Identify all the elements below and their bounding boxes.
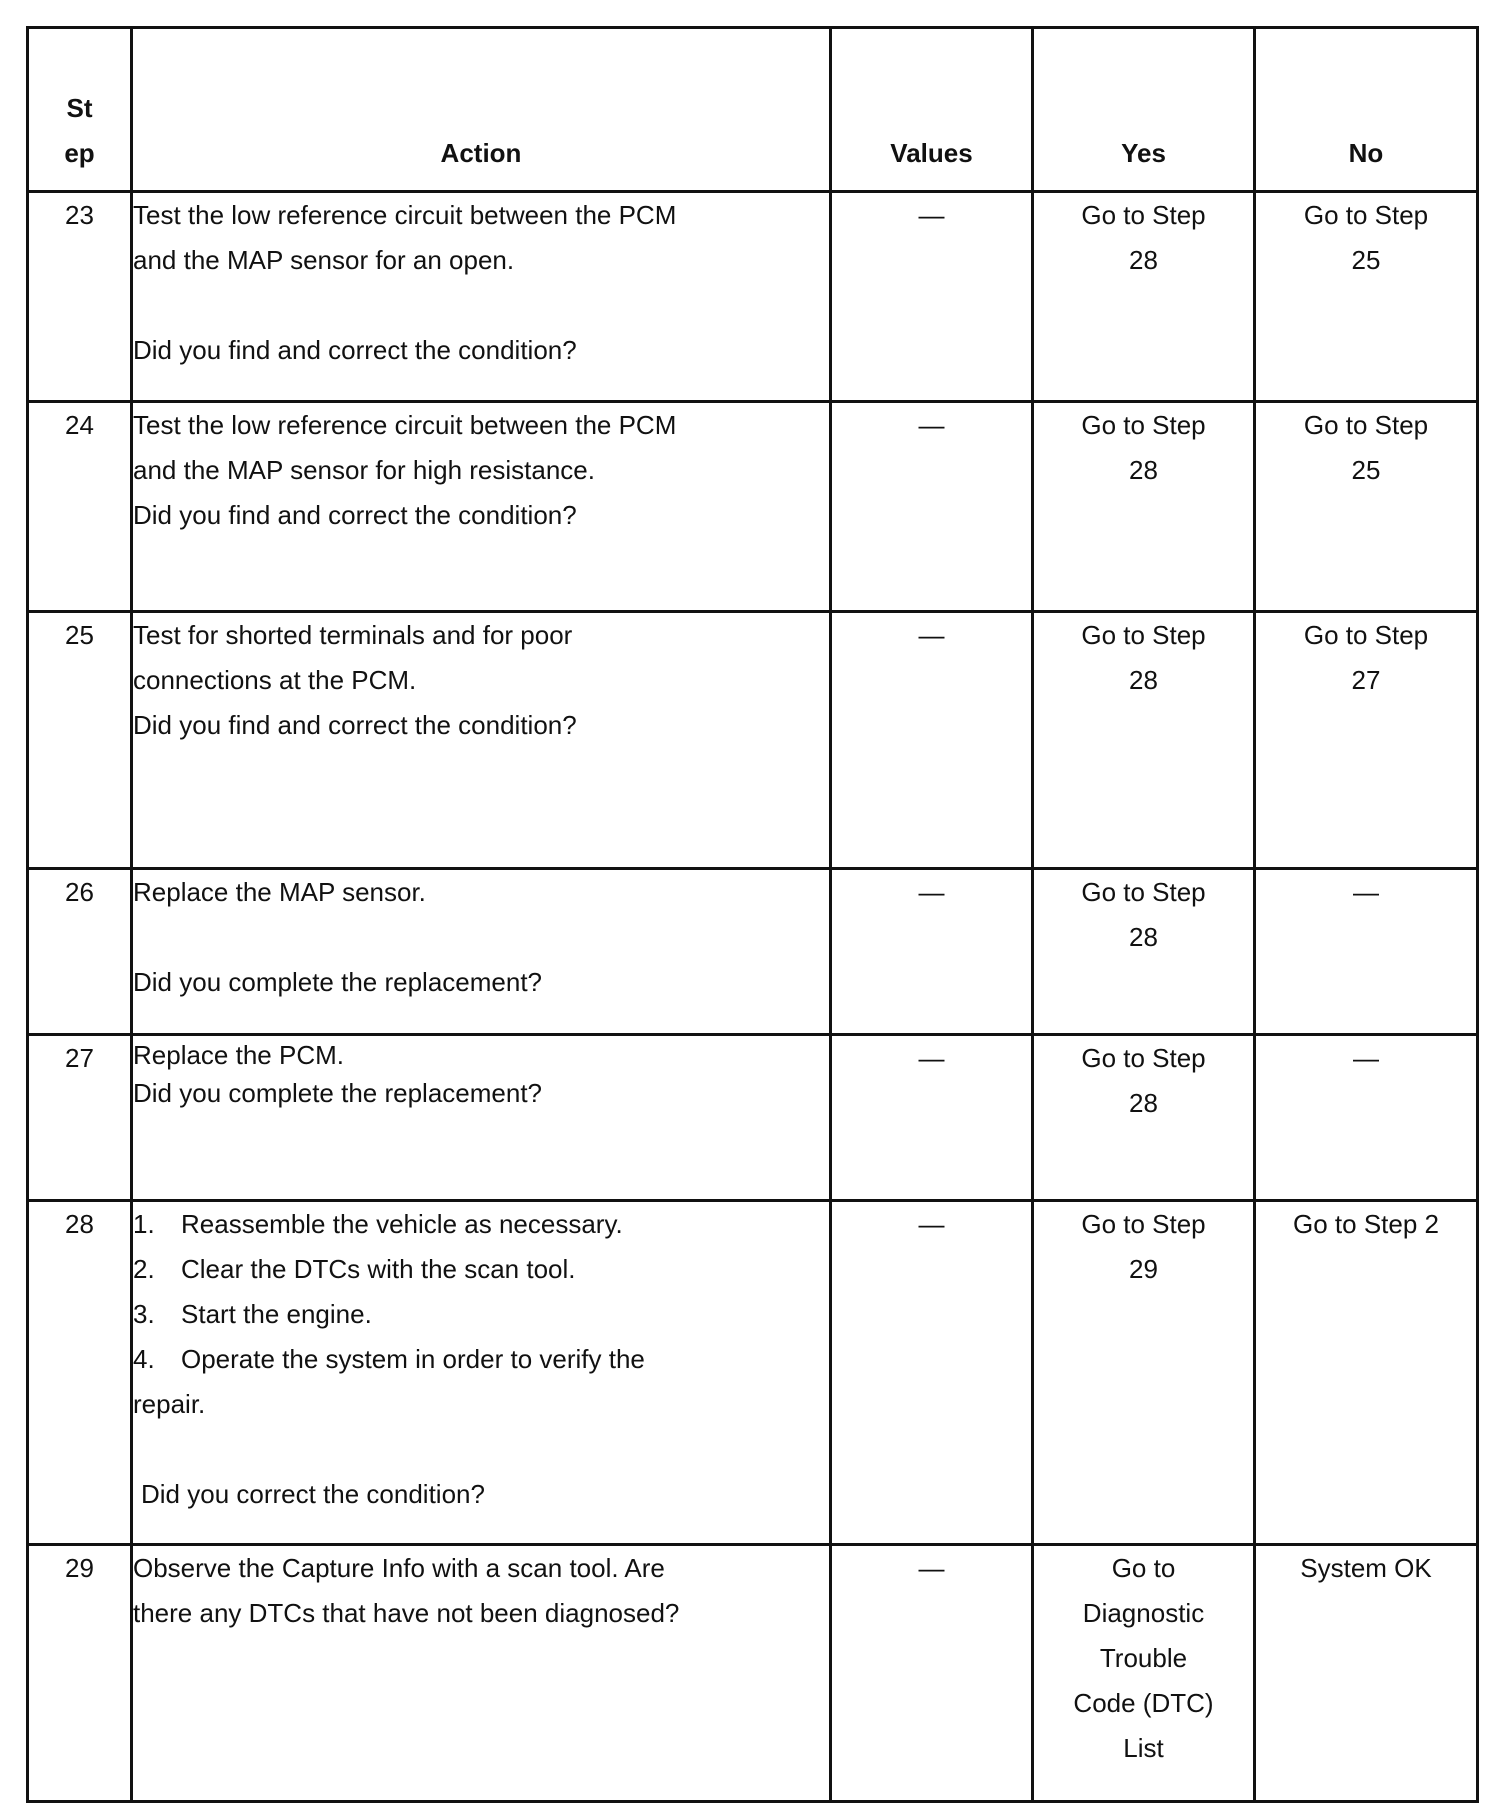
step-number: 23 bbox=[28, 192, 132, 402]
no-cell: System OK bbox=[1255, 1545, 1478, 1802]
yes-cell: Go to Diagnostic Trouble Code (DTC) List bbox=[1033, 1545, 1255, 1802]
step-number: 25 bbox=[28, 612, 132, 869]
yes-cell: Go to Step 29 bbox=[1033, 1201, 1255, 1545]
diagnostic-table bbox=[26, 26, 1479, 1803]
yes-cell: Go to Step 28 bbox=[1033, 192, 1255, 402]
header-no: No bbox=[1255, 28, 1478, 192]
procedure-list bbox=[133, 1202, 829, 1382]
values-cell: — bbox=[831, 869, 1033, 1035]
values-cell: — bbox=[831, 1201, 1033, 1545]
header-yes: Yes bbox=[1033, 28, 1255, 192]
list-item: 1. Reassemble the vehicle as necessary. bbox=[133, 1209, 623, 1239]
action-cell: Replace the PCM. Did you complete the replacement? bbox=[132, 1035, 831, 1201]
no-cell: — bbox=[1255, 1035, 1478, 1201]
table-row bbox=[28, 612, 1478, 869]
values-cell: — bbox=[831, 192, 1033, 402]
step-number: 29 bbox=[28, 1545, 132, 1802]
list-item: 3. Start the engine. bbox=[133, 1299, 372, 1329]
yes-cell: Go to Step 28 bbox=[1033, 402, 1255, 612]
table-row bbox=[28, 1035, 1478, 1201]
yes-cell: Go to Step 28 bbox=[1033, 612, 1255, 869]
values-cell: — bbox=[831, 1035, 1033, 1201]
header-step: St ep bbox=[28, 28, 132, 192]
action-cell: Test for shorted terminals and for poor connections at the PCM. Did you find and correct the condition? bbox=[132, 612, 831, 869]
step-number: 26 bbox=[28, 869, 132, 1035]
table-row bbox=[28, 192, 1478, 402]
no-cell: Go to Step 27 bbox=[1255, 612, 1478, 869]
yes-cell: Go to Step 28 bbox=[1033, 869, 1255, 1035]
step-number: 27 bbox=[28, 1035, 132, 1201]
table-row bbox=[28, 1545, 1478, 1802]
values-cell: — bbox=[831, 612, 1033, 869]
list-item: 4. Operate the system in order to verify the bbox=[133, 1344, 645, 1374]
table-row bbox=[28, 869, 1478, 1035]
no-cell: — bbox=[1255, 869, 1478, 1035]
no-cell: Go to Step 2 bbox=[1255, 1201, 1478, 1545]
action-cell: Replace the MAP sensor. Did you complete the replacement? bbox=[132, 869, 831, 1035]
action-cell: Test the low reference circuit between the PCM and the MAP sensor for high resistance. Did you find and correct the condition? bbox=[132, 402, 831, 612]
header-action: Action bbox=[132, 28, 831, 192]
table-row bbox=[28, 402, 1478, 612]
values-cell: — bbox=[831, 1545, 1033, 1802]
step-number: 24 bbox=[28, 402, 132, 612]
table-header-row bbox=[28, 28, 1478, 192]
step-number: 28 bbox=[28, 1201, 132, 1545]
no-cell: Go to Step 25 bbox=[1255, 192, 1478, 402]
list-item: 2. Clear the DTCs with the scan tool. bbox=[133, 1254, 576, 1284]
action-cell: 1. Reassemble the vehicle as necessary. 2. Clear the DTCs with the scan tool. 3. Start the engine. 4. Operate the system in order to verify the repair. Did you correct the condition? bbox=[132, 1201, 831, 1545]
action-cell: Test the low reference circuit between the PCM and the MAP sensor for an open. Did you find and correct the condition? bbox=[132, 192, 831, 402]
values-cell: — bbox=[831, 402, 1033, 612]
no-cell: Go to Step 25 bbox=[1255, 402, 1478, 612]
header-values: Values bbox=[831, 28, 1033, 192]
table-row bbox=[28, 1201, 1478, 1545]
yes-cell: Go to Step 28 bbox=[1033, 1035, 1255, 1201]
action-cell: Observe the Capture Info with a scan tool. Are there any DTCs that have not been diagnosed? bbox=[132, 1545, 831, 1802]
